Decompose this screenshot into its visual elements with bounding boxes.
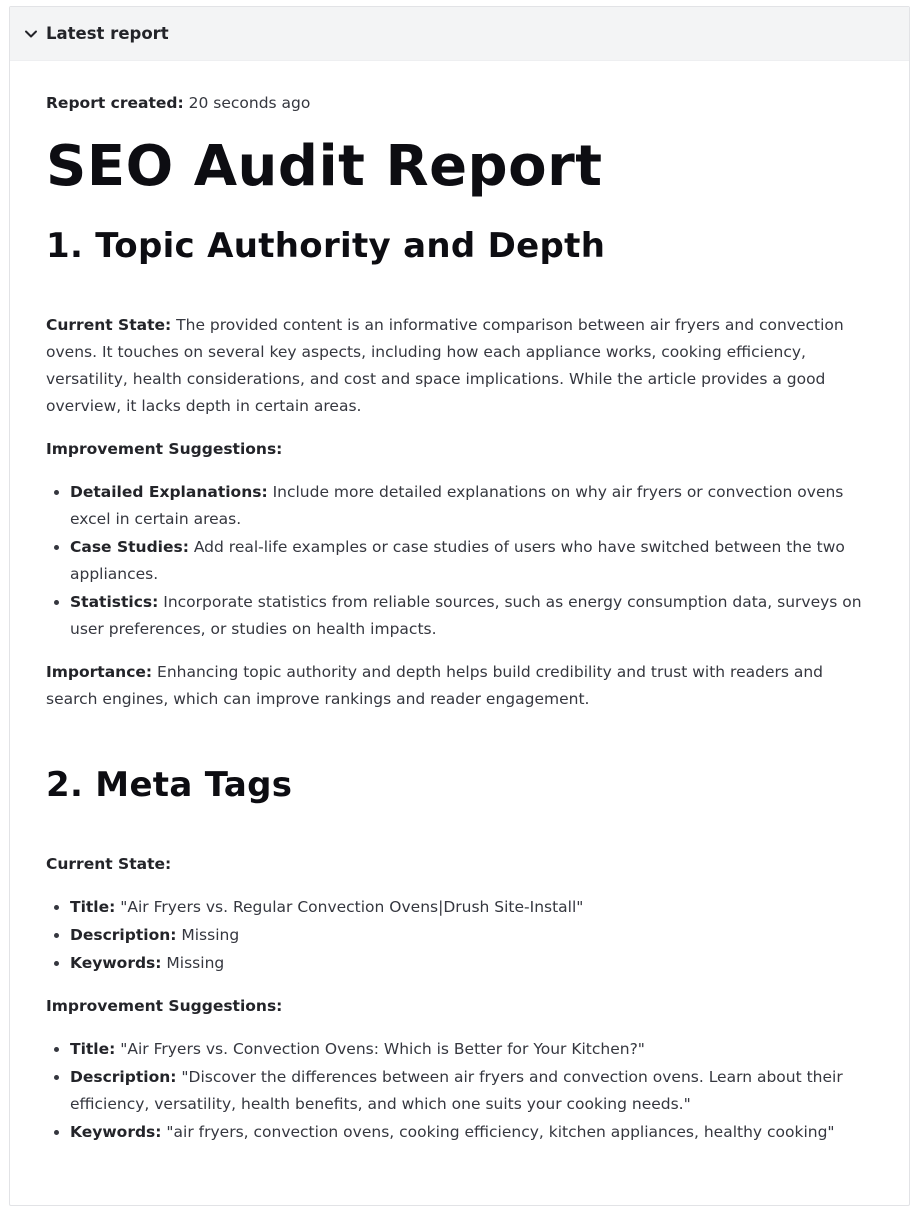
list-item-text: "Air Fryers vs. Convection Ovens: Which is Better for Your Kitchen?" [115, 1040, 645, 1058]
list-item [70, 534, 876, 588]
list-item-label: Description: [70, 1068, 177, 1086]
topic-suggestions-label-text: Improvement Suggestions: [46, 440, 283, 458]
list-item [70, 950, 876, 977]
topic-suggestions-label [46, 436, 876, 463]
list-item-label: Keywords: [70, 1123, 162, 1141]
list-item-text: Incorporate statistics from reliable sources, such as energy consumption data, surveys on user preferences, or studies on health impacts. [70, 593, 862, 638]
chevron-down-icon [22, 25, 40, 43]
topic-current-state [46, 312, 876, 420]
list-item [70, 589, 876, 643]
section-heading-meta-tags: 2. Meta Tags [46, 765, 293, 805]
list-item [70, 1064, 876, 1118]
list-item-label: Title: [70, 898, 116, 916]
topic-suggestions-list [46, 479, 876, 643]
topic-importance-label: Importance: [46, 663, 153, 681]
topic-current-state-text: The provided content is an informative comparison between air fryers and convection ovens. It touches on several key aspects, including how each appliance works, cooking efficiency, versatility, health considerations, and cost and space implications. While the article provides a good overview, it lacks depth in certain areas. [46, 316, 844, 415]
list-item-label: Case Studies: [70, 538, 189, 556]
latest-report-toggle[interactable] [10, 7, 909, 61]
report-title: SEO Audit Report [46, 134, 603, 199]
list-item-label: Statistics: [70, 593, 159, 611]
list-item-text: Add real-life examples or case studies of users who have switched between the two appliances. [70, 538, 845, 583]
report-created-label: Report created: [46, 94, 184, 112]
list-item [70, 1119, 876, 1146]
report-details-panel [9, 6, 910, 1206]
report-content [10, 92, 876, 1146]
list-item-label: Description: [70, 926, 177, 944]
list-item-text: "air fryers, convection ovens, cooking efficiency, kitchen appliances, healthy cooking" [161, 1123, 835, 1141]
list-item [70, 479, 876, 533]
list-item-text: Include more detailed explanations on why air fryers or convection ovens excel in certain areas. [70, 483, 844, 528]
list-item-label: Keywords: [70, 954, 162, 972]
list-item-label: Title: [70, 1040, 116, 1058]
section-heading-topic-authority: 1. Topic Authority and Depth [46, 226, 606, 266]
topic-importance-text: Enhancing topic authority and depth helps build credibility and trust with readers and search engines, which can improve rankings and reader engagement. [46, 663, 824, 708]
list-item [70, 1036, 876, 1063]
list-item [70, 922, 876, 949]
list-item-text: "Discover the differences between air fryers and convection ovens. Learn about their efficiency, versatility, health benefits, and which one suits your cooking needs." [70, 1068, 843, 1113]
report-created-value: 20 seconds ago [183, 94, 311, 112]
list-item-text: "Air Fryers vs. Regular Convection Ovens|Drush Site-Install" [115, 898, 584, 916]
latest-report-label: Latest report [46, 24, 169, 43]
report-created [46, 92, 876, 114]
topic-importance [46, 659, 876, 713]
topic-current-state-label: Current State: [46, 316, 172, 334]
list-item-text: Missing [176, 926, 240, 944]
meta-suggestions-label [46, 993, 876, 1020]
meta-current-list [46, 894, 876, 977]
meta-suggestions-label-text: Improvement Suggestions: [46, 997, 283, 1015]
list-item [70, 894, 876, 921]
meta-current-state-label-text: Current State: [46, 855, 172, 873]
meta-current-state-label [46, 851, 876, 878]
list-item-text: Missing [161, 954, 225, 972]
meta-suggestions-list [46, 1036, 876, 1146]
list-item-label: Detailed Explanations: [70, 483, 268, 501]
